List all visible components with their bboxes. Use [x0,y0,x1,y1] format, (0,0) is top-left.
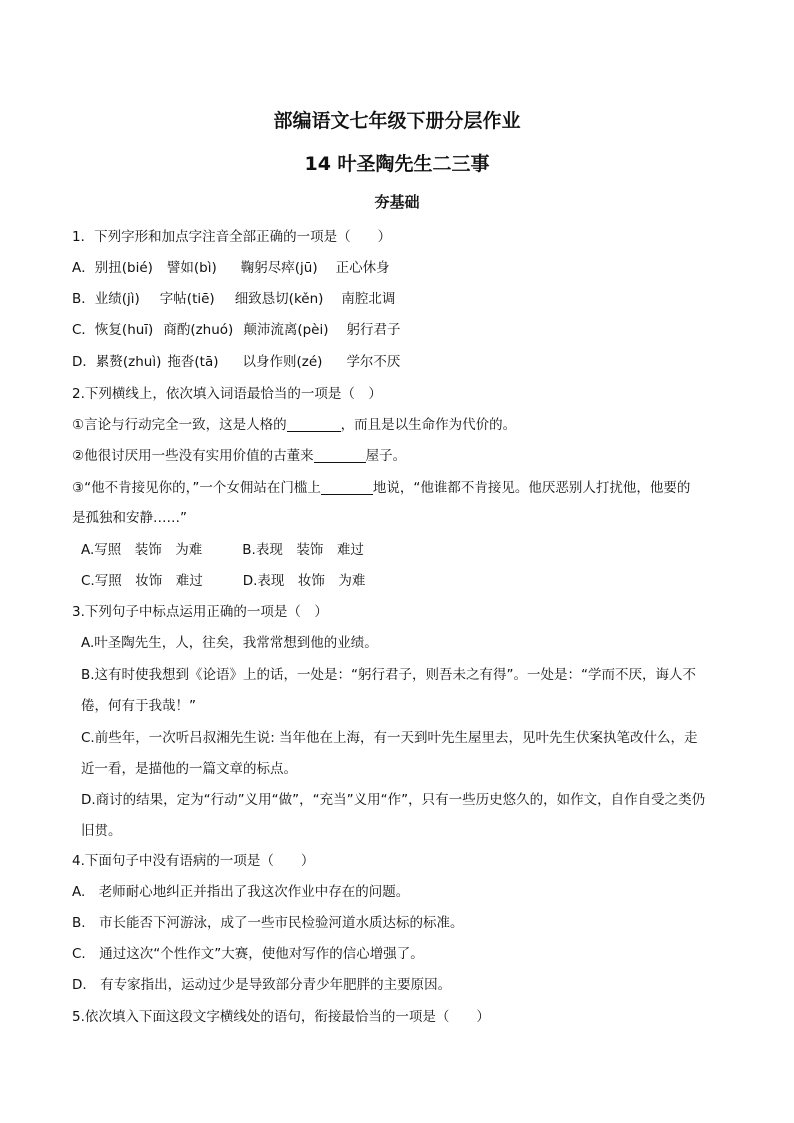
option-item: 拖沓(tā) [167,354,219,370]
option-item: 细致恳切(kěn) [234,291,324,307]
question-3-option-d-cont: 旧贯。 [81,823,122,839]
option-item: C．恢复(huī) [72,322,154,338]
option-item: B．业绩(jì) [72,291,140,307]
question-3-option-c: C.前些年，一次听吕叔湘先生说: 当年他在上海，有一天到叶先生屋里去，见叶先生伏案执笔改什么，走 [81,730,698,746]
question-2-options-row-2 [81,572,365,590]
option-c: C.写照 妆饰 难过 [81,573,203,589]
question-3-option-a: A.叶圣陶先生，人，往矣，我常常想到他的业绩。 [81,635,378,651]
question-1-stem: 1．下列字形和加点字注音全部正确的一项是（ ） [72,229,392,245]
question-5-stem: 5.依次填入下面这段文字横线处的语句，衔接最恰当的一项是（ ） [72,1009,490,1025]
question-4-option-b: B. 市长能否下河游泳，成了一些市民检验河道水质达标的标准。 [72,915,464,931]
section-heading: 夯基础 [374,193,420,211]
question-4-option-c: C. 通过这次“个性作文”大赛，使他对写作的信心增强了。 [72,946,424,962]
option-item: 正心休身 [335,260,390,276]
option-item: 颠沛流离(pèi) [243,322,329,338]
question-4-stem: 4.下面句子中没有语病的一项是（ ） [72,853,315,869]
sentence-text: 地说，“他谁都不肯接见。他厌恶别人打扰他，他要的 [372,480,691,496]
option-item: 譬如(bì) [166,260,217,276]
question-2-sentence-2 [72,447,406,465]
sentence-text: 屋子。 [365,448,407,464]
option-item: D．累赘(zhuì) [72,354,162,370]
question-4-option-a: A. 老师耐心地纠正并指出了我这次作业中存在的问题。 [72,884,410,900]
answer-blank[interactable] [287,417,341,432]
question-2-options-row-1 [81,541,364,559]
option-item: A．别扭(bié) [72,260,153,276]
question-1-option-d [72,353,400,371]
lesson-title: 14 叶圣陶先生二三事 [304,153,490,175]
option-item: 南腔北调 [341,291,396,307]
option-item: 鞠躬尽瘁(jū) [240,260,318,276]
question-2-sentence-1 [72,416,516,434]
question-3-stem: 3.下列句子中标点运用正确的一项是（ ） [72,604,328,620]
option-item: 字帖(tiē) [159,291,215,307]
option-item: 商酌(zhuó) [163,322,234,338]
document-title: 部编语文七年级下册分层作业 [273,110,521,132]
answer-blank[interactable] [314,448,366,463]
option-item: 躬行君子 [346,322,401,338]
option-item: 学尔不厌 [346,354,401,370]
question-2-sentence-3-cont: 是孤独和安静……” [72,510,187,526]
option-a: A.写照 装饰 为难 [81,542,203,558]
question-3-option-c-cont: 近一看，是描他的一篇文章的标点。 [81,761,297,777]
sentence-text: ，而且是以生命作为代价的。 [340,417,517,433]
question-3-option-b: B.这有时使我想到《论语》上的话，一处是：“躬行君子，则吾未之有得”。一处是：“学而不厌，诲人不 [81,667,697,683]
option-b: B.表现 装饰 难过 [242,542,364,558]
question-3-option-b-cont: 倦，何有于我哉！” [81,698,196,714]
question-1-option-a [72,259,390,277]
sentence-text: ②他很讨厌用一些没有实用价值的古董来 [72,448,314,464]
option-d: D.表现 妆饰 为难 [242,573,366,589]
answer-blank[interactable] [321,480,373,495]
sentence-text: ①言论与行动完全一致，这是人格的 [72,417,287,433]
option-item: 以身作则(zé) [242,354,323,370]
sentence-text: ③“他不肯接见你的，”一个女佣站在门槛上 [72,480,321,496]
question-2-stem: 2.下列横线上，依次填入词语最恰当的一项是（ ） [72,386,382,402]
question-2-sentence-3 [72,479,690,497]
question-1-option-c [72,321,401,339]
question-4-option-d: D. 有专家指出，运动过少是导致部分青少年肥胖的主要原因。 [72,977,452,993]
question-1-option-b [72,290,395,308]
question-3-option-d: D.商讨的结果，定为“行动”义用“做”，“充当”义用“作”，只有一些历史悠久的，如作文，自作自受之类仍 [81,792,706,808]
